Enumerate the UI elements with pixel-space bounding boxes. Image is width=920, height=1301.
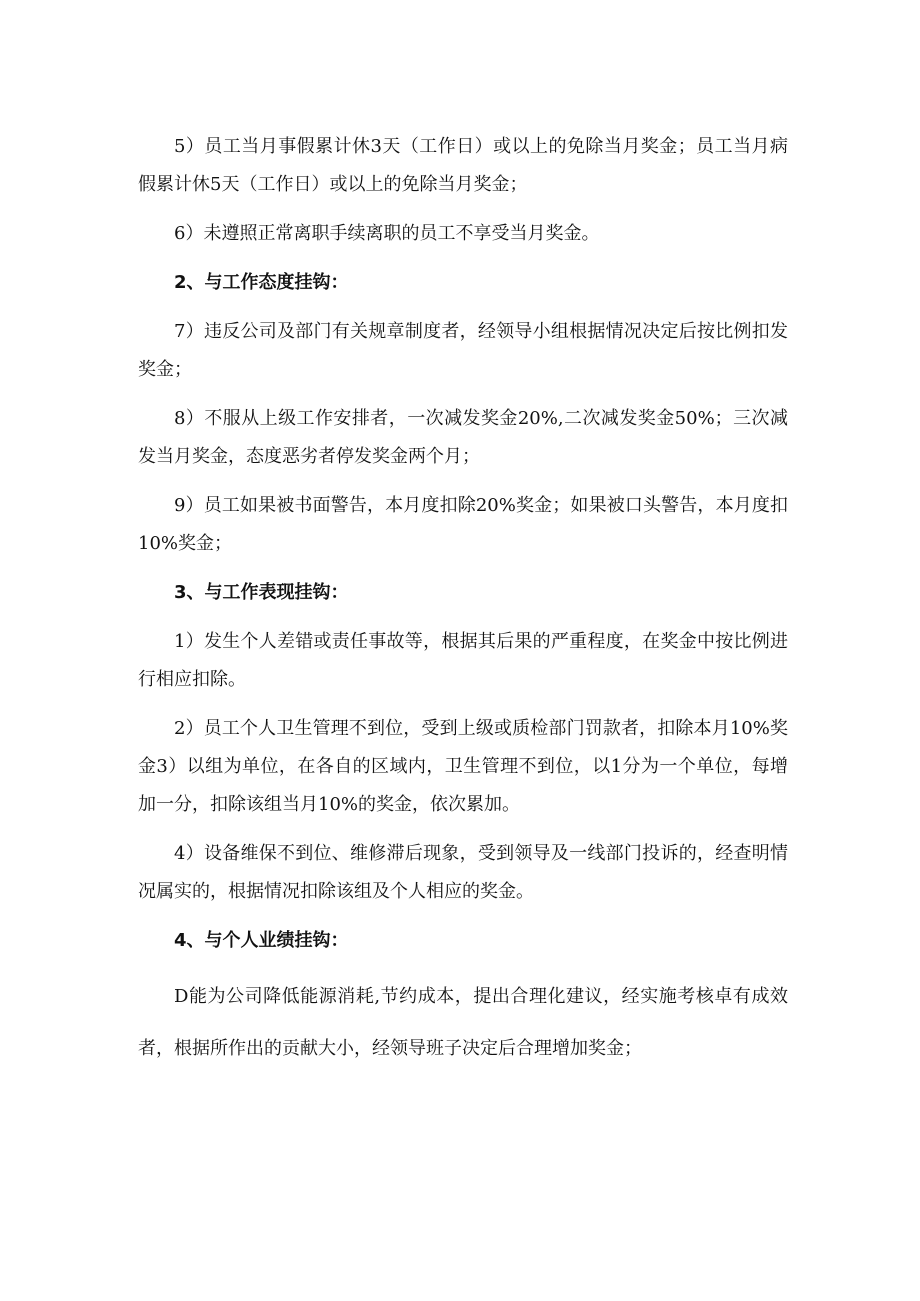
section-heading-number: 4 (174, 930, 187, 951)
paragraph-item-8-disobedience: 8）不服从上级工作安排者，一次减发奖金20%,二次减发奖金50%；三次减发当月奖金，态度恶劣者停发奖金两个月； (138, 408, 788, 467)
paragraph-item-6-resignation: 6）未遵照正常离职手续离职的员工不享受当月奖金。 (174, 223, 600, 244)
section-heading-work-performance (138, 574, 788, 612)
section-heading-work-attitude (138, 264, 788, 302)
section-heading-text: 、与个人业绩挂钩： (186, 930, 349, 951)
paragraph-item-7-rule-violation: 7）违反公司及部门有关规章制度者，经领导小组根据情况决定后按比例扣发奖金； (138, 321, 788, 380)
paragraph-item-2-hygiene: 2）员工个人卫生管理不到位，受到上级或质检部门罚款者，扣除本月10%奖金3）以组为单位，在各自的区域内，卫生管理不到位，以1分为一个单位，每增加一分，扣除该组当月10%的奖金，依次累加。 (138, 718, 788, 815)
paragraph-item-d-cost-saving: D能为公司降低能源消耗,节约成本，提出合理化建议，经实施考核卓有成效者，根据所作出的贡献大小，经领导班子决定后合理增加奖金； (138, 986, 788, 1059)
document-body (138, 128, 788, 1075)
paragraph-item-1-accidents: 1）发生个人差错或责任事故等，根据其后果的严重程度，在奖金中按比例进行相应扣除。 (138, 631, 788, 690)
paragraph-item-4-maintenance: 4）设备维保不到位、维修滞后现象，受到领导及一线部门投诉的，经查明情况属实的，根据情况扣除该组及个人相应的奖金。 (138, 843, 788, 902)
section-heading-number: 2 (174, 272, 187, 293)
paragraph-item-9-warnings: 9）员工如果被书面警告，本月度扣除20%奖金；如果被口头警告，本月度扣10%奖金； (138, 495, 788, 554)
section-heading-personal-performance (138, 922, 788, 960)
section-heading-number: 3 (174, 582, 187, 603)
section-heading-text: 、与工作表现挂钩： (186, 582, 349, 603)
paragraph-item-5-leave: 5）员工当月事假累计休3天（工作日）或以上的免除当月奖金；员工当月病假累计休5天（工作日）或以上的免除当月奖金； (138, 136, 788, 195)
section-heading-text: 、与工作态度挂钩： (186, 272, 349, 293)
